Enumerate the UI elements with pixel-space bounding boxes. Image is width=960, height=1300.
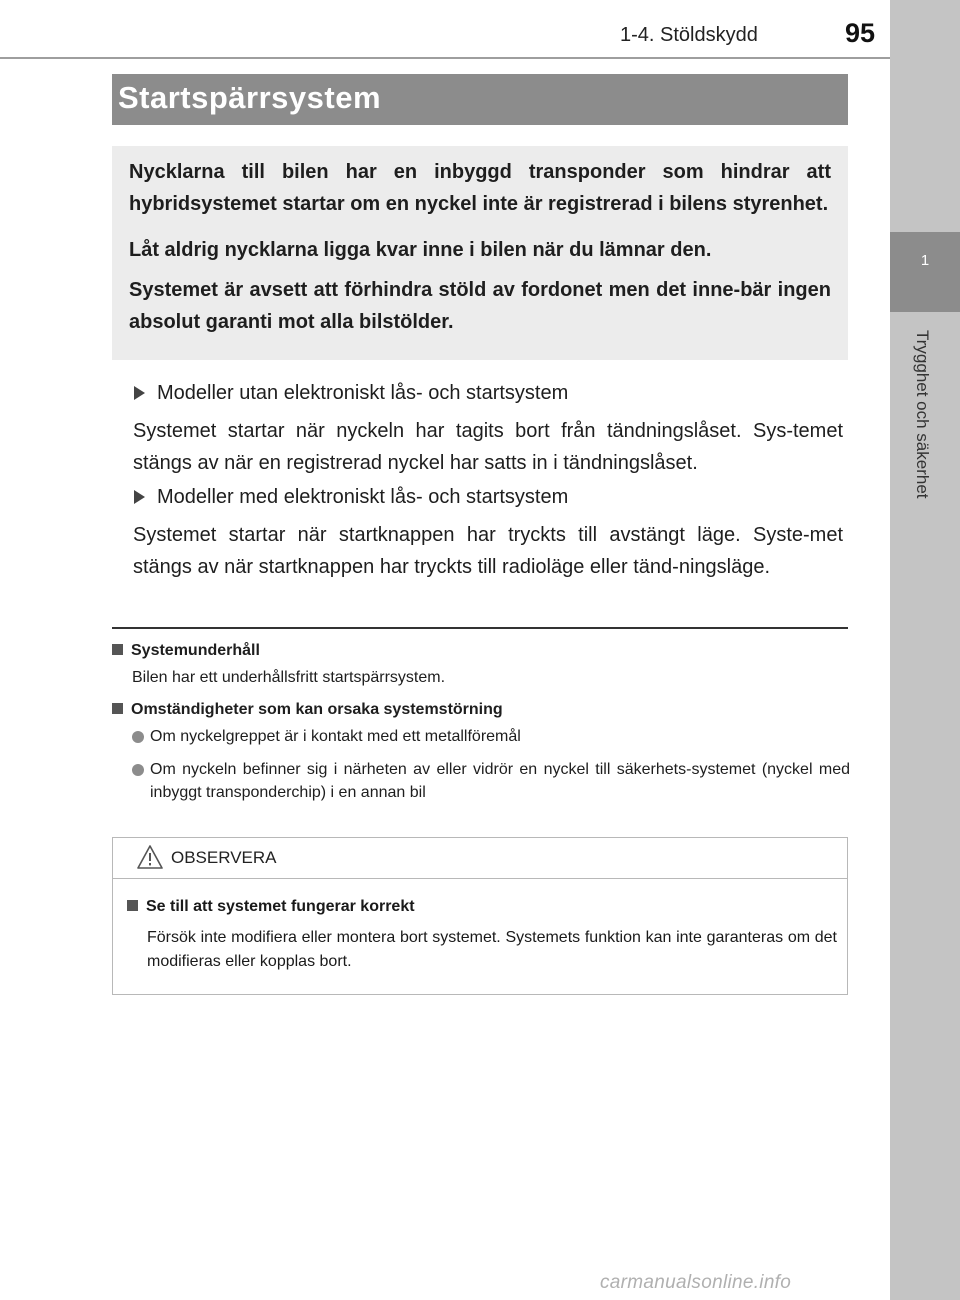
circle-bullet-icon (132, 731, 144, 743)
page-number: 95 (845, 18, 876, 48)
page-title: Startspärrsystem (118, 80, 382, 115)
note-title-text: Systemunderhåll (131, 642, 260, 659)
model-heading (133, 379, 843, 407)
caution-title-text: Se till att systemet fungerar korrekt (146, 898, 415, 915)
chapter-number: 1 (920, 252, 930, 269)
list-item (132, 725, 850, 748)
model-heading (133, 483, 843, 511)
section-divider (112, 627, 848, 629)
chapter-tab (890, 232, 960, 312)
model-section (133, 379, 843, 479)
caution-text: Försök inte modifiera eller montera bort systemet. Systemets funktion kan inte garanteras om det modifieras eller kopplas bort. (147, 929, 837, 970)
triangle-bullet-icon (134, 490, 145, 504)
square-bullet-icon (112, 703, 123, 714)
chapter-sidebar (890, 0, 960, 1300)
triangle-bullet-icon (134, 386, 145, 400)
watermark: carmanualsonline.info (600, 1272, 792, 1293)
square-bullet-icon (112, 644, 123, 655)
list-item-text: Om nyckelgreppet är i kontakt med ett metallföremål (150, 728, 521, 745)
intro-paragraph: Systemet är avsett att förhindra stöld av fordonet men det inne-bär ingen absolut garanti mot alla bilstölder. (129, 279, 831, 333)
model-heading-text: Modeller med elektroniskt lås- och startsystem (157, 486, 569, 508)
list-item (132, 758, 850, 804)
section-heading: 1-4. Stöldskydd (620, 24, 758, 46)
model-text: Systemet startar när nyckeln har tagits bort från tändningslåset. Sys-temet stängs av när en registrerad nyckel har satts in i tändningslåset. (133, 420, 843, 474)
note-maintenance (112, 642, 850, 689)
caution-label: OBSERVERA (171, 848, 277, 867)
model-heading-text: Modeller utan elektroniskt lås- och startsystem (157, 382, 569, 404)
warning-triangle-icon (137, 844, 163, 870)
header-rule (0, 57, 890, 59)
note-title (112, 701, 850, 719)
note-title-text: Omständigheter som kan orsaka systemstörning (131, 701, 503, 718)
note-text: Bilen har ett underhållsfritt startspärrsystem. (132, 669, 446, 686)
list-item-text: Om nyckeln befinner sig i närheten av eller vidrör en nyckel till säkerhets-systemet (nyckel med inbyggt transponderchip) i en annan bil (150, 761, 850, 801)
note-title (112, 642, 850, 660)
note-malfunction (112, 701, 850, 804)
caution-title (127, 898, 415, 916)
caution-box (112, 837, 848, 995)
intro-paragraph: Nycklarna till bilen har en inbyggd transponder som hindrar att hybridsystemet startar om en nyckel inte är registrerad i bilens styrenhet. (129, 161, 831, 215)
model-text: Systemet startar när startknappen har tryckts till avstängt läge. Syste-met stängs av när startknappen har tryckts till radioläge eller tänd-ningsläge. (133, 524, 843, 578)
model-section (133, 483, 843, 583)
square-bullet-icon (127, 900, 138, 911)
intro-paragraph: Låt aldrig nycklarna ligga kvar inne i bilen när du lämnar den. (129, 239, 712, 261)
chapter-label: Trygghet och säkerhet (913, 330, 932, 499)
circle-bullet-icon (132, 764, 144, 776)
intro-box (112, 146, 848, 360)
caution-header (113, 838, 847, 879)
